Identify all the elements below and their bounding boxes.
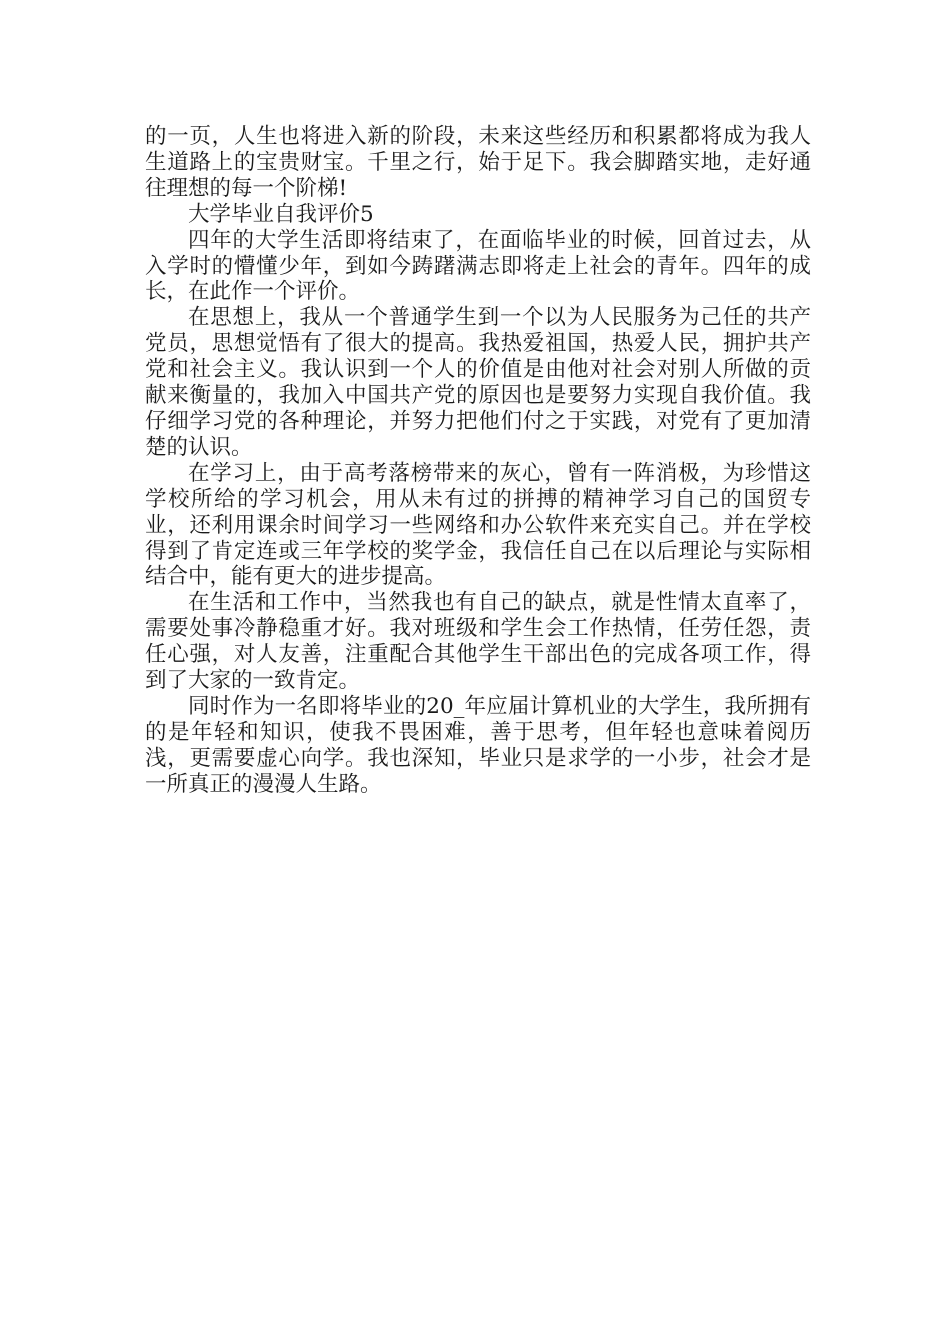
paragraph-study: 在学习上，由于高考落榜带来的灰心，曾有一阵消极，为珍惜这学校所给的学习机会，用从未有过的拼搏的精神学习自己的国贸专业，还利用课余时间学习一些网络和办公软件来充实自己。并在学校得到了肯定连或三年学校的奖学金，我信任自己在以后理论与实际相结合中，能有更大的进步提高。 [145,460,811,590]
paragraph-thought: 在思想上，我从一个普通学生到一个以为人民服务为己任的共产党员，思想觉悟有了很大的提高。我热爱祖国，热爱人民，拥护共产党和社会主义。我认识到一个人的价值是由他对社会对别人所做的贡献来衡量的，我加入中国共产党的原因也是要努力实现自我价值。我仔细学习党的各种理论，并努力把他们付之于实践，对党有了更加清楚的认识。 [145,305,811,460]
paragraph-intro: 四年的大学生活即将结束了，在面临毕业的时候，回首过去，从入学时的懵懂少年，到如今踌躇满志即将走上社会的青年。四年的成长，在此作一个评价。 [145,227,811,305]
continuation-paragraph: 的一页，人生也将进入新的阶段，未来这些经历和积累都将成为我人生道路上的宝贵财宝。千里之行，始于足下。我会脚踏实地，走好通往理想的每一个阶梯! [145,124,811,201]
paragraph-conclusion: 同时作为一名即将毕业的20_年应届计算机业的大学生，我所拥有的是年轻和知识，使我不畏困难，善于思考，但年轻也意味着阅历浅，更需要虚心向学。我也深知，毕业只是求学的一小步，社会才是一所真正的漫漫人生路。 [145,693,811,797]
paragraph-life-work: 在生活和工作中，当然我也有自己的缺点，就是性情太直率了，需要处事冷静稳重才好。我对班级和学生会工作热情，任劳任怨，责任心强，对人友善，注重配合其他学生干部出色的完成各项工作，得到了大家的一致肯定。 [145,590,811,694]
document-body [145,124,811,798]
section-heading: 大学毕业自我评价5 [188,201,374,227]
